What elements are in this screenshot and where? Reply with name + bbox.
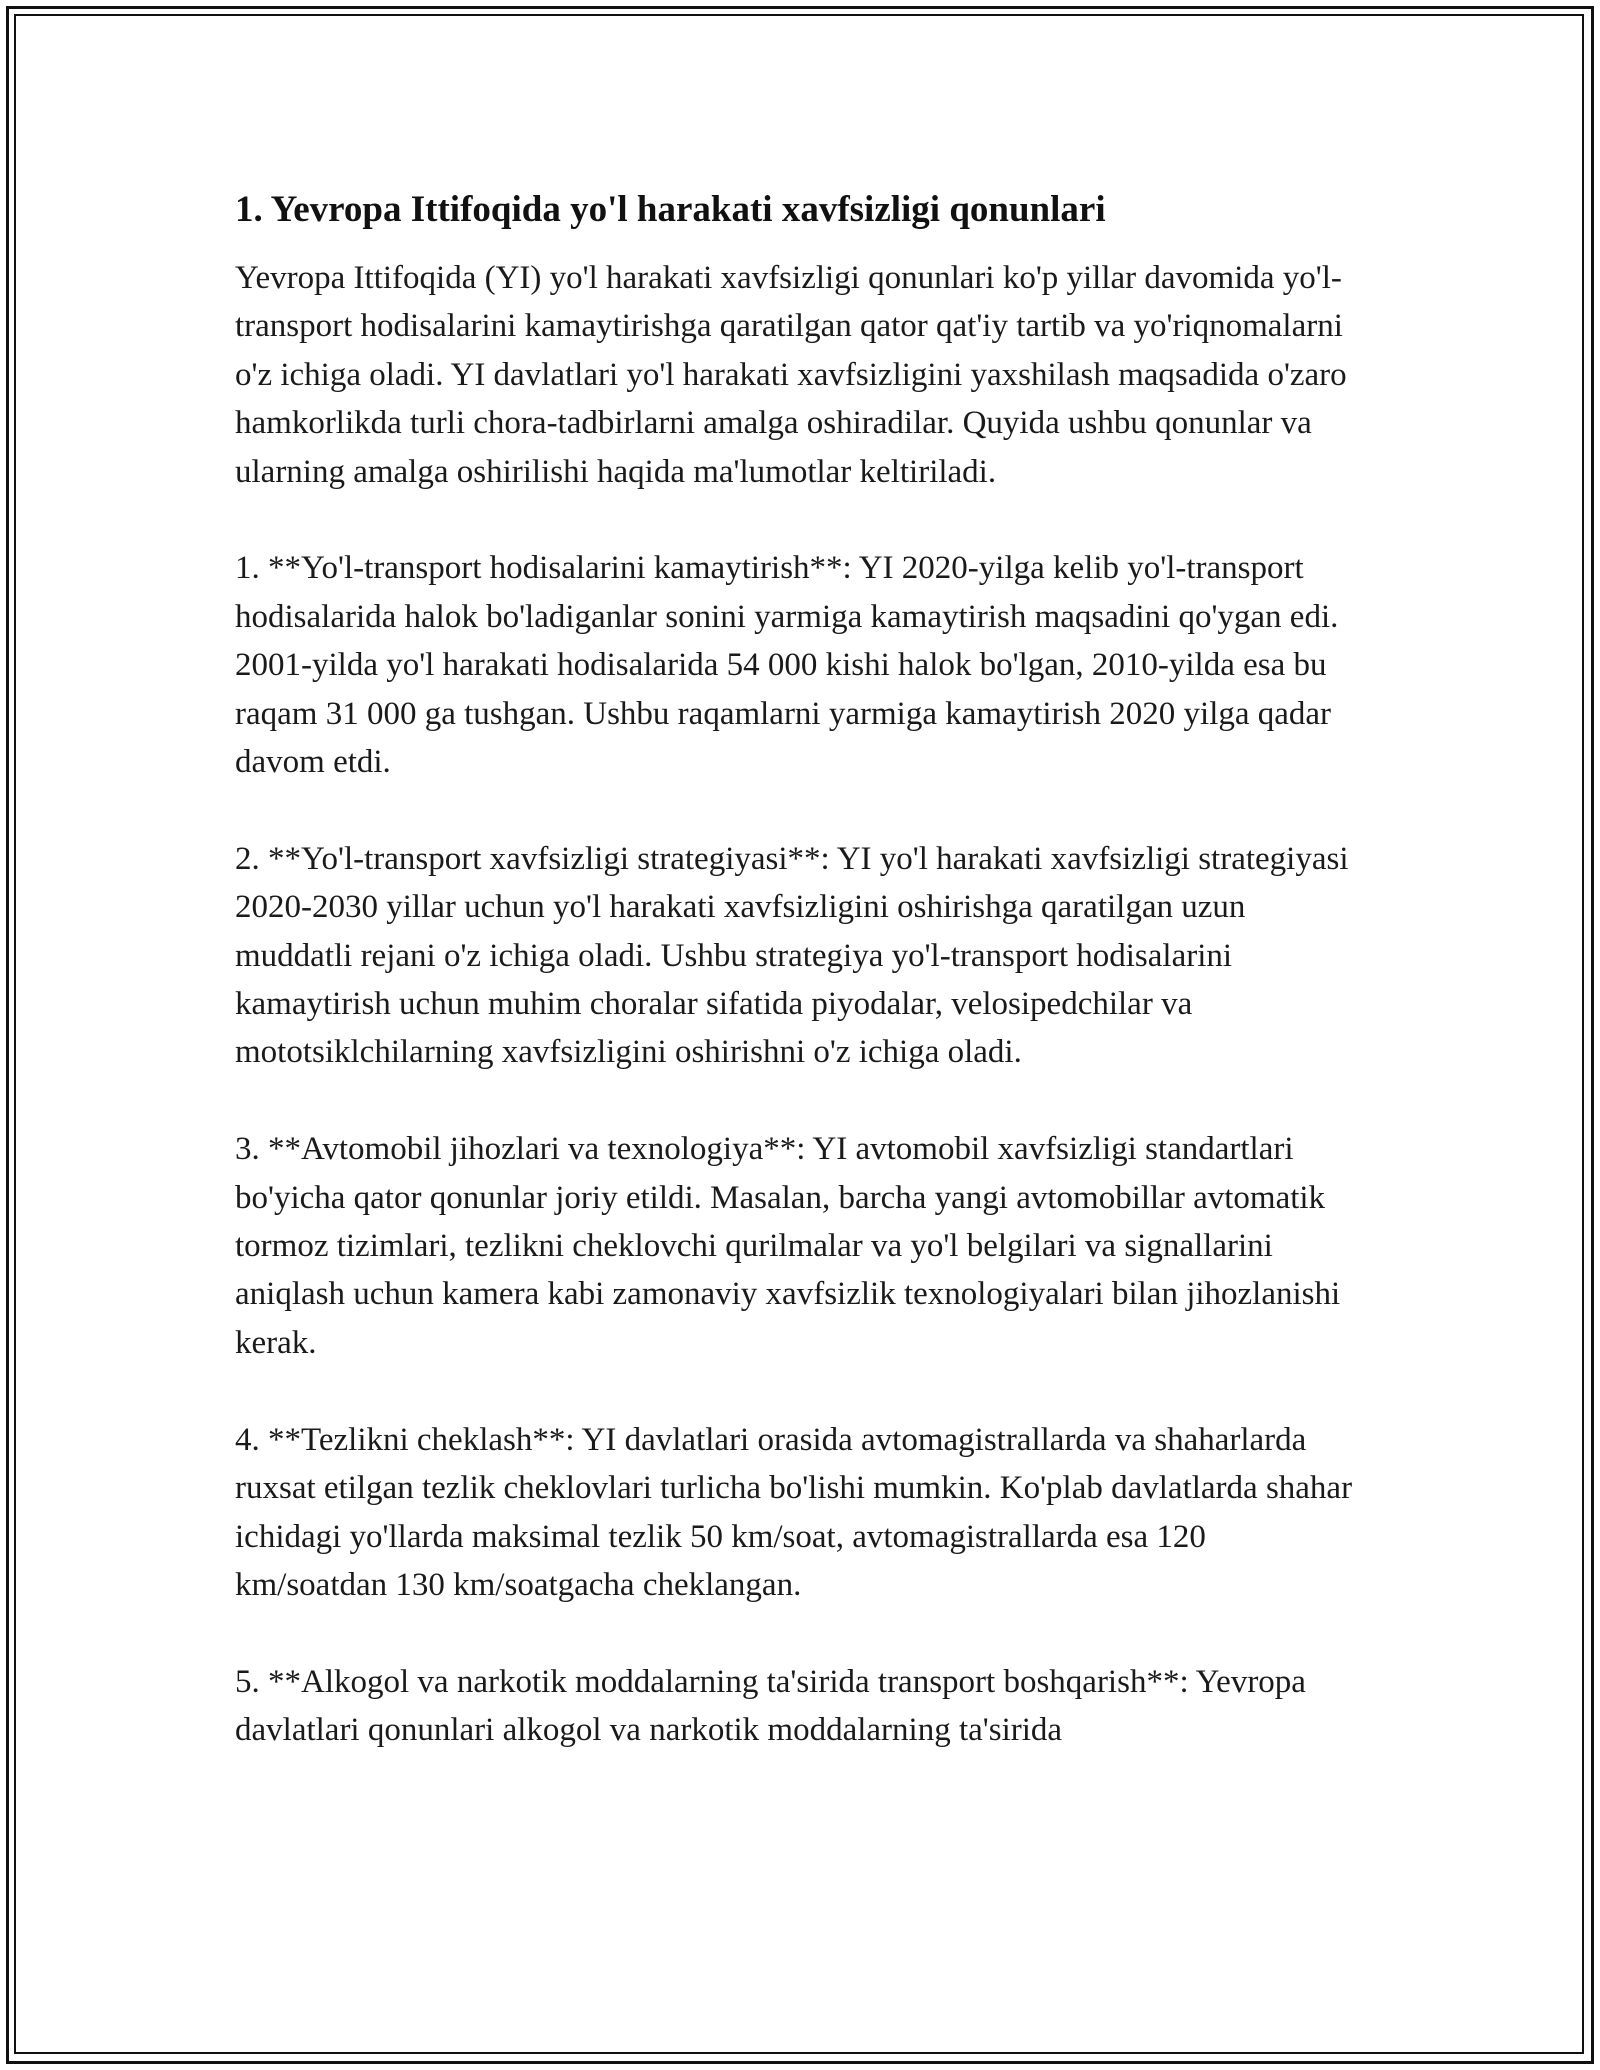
document-body — [235, 186, 1365, 1803]
list-item-1: 1. **Yo'l-transport hodisalarini kamaytirish**: YI 2020-yilga kelib yo'l-transport hodisalarida halok bo'ladiganlar sonini yarmiga kamaytirish maqsadini qo'ygan edi. 2001-yilda yo'l harakati hodisalarida 54 000 kishi halok bo'lgan, 2010-yilda esa bu raqam 31 000 ga tushgan. Ushbu raqamlarni yarmiga kamaytirish 2020 yilga qadar davom etdi. — [235, 550, 1339, 781]
list-item-2: 2. **Yo'l-transport xavfsizligi strategiyasi**: YI yo'l harakati xavfsizligi strategiyasi 2020-2030 yillar uchun yo'l harakati xavfsizligini oshirishga qaratilgan uzun muddatli rejani o'z ichiga oladi. Ushbu strategiya yo'l-transport hodisalarini kamaytirish uchun muhim choralar sifatida piyodalar, velosipedchilar va mototsiklchilarning xavfsizligini oshirishni o'z ichiga oladi. — [235, 840, 1349, 1071]
list-item-3: 3. **Avtomobil jihozlari va texnologiya**: YI avtomobil xavfsizligi standartlari bo'yicha qator qonunlar joriy etildi. Masalan, barcha yangi avtomobillar avtomatik tormoz tizimlari, tezlikni cheklovchi qurilmalar va yo'l belgilari va signallarini aniqlash uchun kamera kabi zamonaviy xavfsizlik texnologiyalari bilan jihozlanishi kerak. — [235, 1131, 1341, 1361]
document-title: 1. Yevropa Ittifoqida yo'l harakati xavfsizligi qonunlari — [235, 189, 1106, 230]
list-item-4: 4. **Tezlikni cheklash**: YI davlatlari orasida avtomagistrallarda va shaharlarda ruxsat etilgan tezlik cheklovlari turlicha bo'lishi mumkin. Ko'plab davlatlarda shahar ichidagi yo'llarda maksimal tezlik 50 km/soat, avtomagistrallarda esa 120 km/soatdan 130 km/soatgacha cheklangan. — [235, 1421, 1353, 1603]
intro-paragraph: Yevropa Ittifoqida (YI) yo'l harakati xavfsizligi qonunlari ko'p yillar davomida yo'l-transport hodisalarini kamaytirishga qaratilgan qator qat'iy tartib va yo'riqnomalarni o'z ichiga oladi. YI davlatlari yo'l harakati xavfsizligini yaxshilash maqsadida o'zaro hamkorlikda turli chora-tadbirlarni amalga oshiradilar. Quyida ushbu qonunlar va ularning amalga oshirilishi haqida ma'lumotlar keltiriladi. — [235, 260, 1347, 490]
list-item-5: 5. **Alkogol va narkotik moddalarning ta'sirida transport boshqarish**: Yevropa davlatlari qonunlari alkogol va narkotik moddalarning ta'sirida — [235, 1663, 1306, 1749]
